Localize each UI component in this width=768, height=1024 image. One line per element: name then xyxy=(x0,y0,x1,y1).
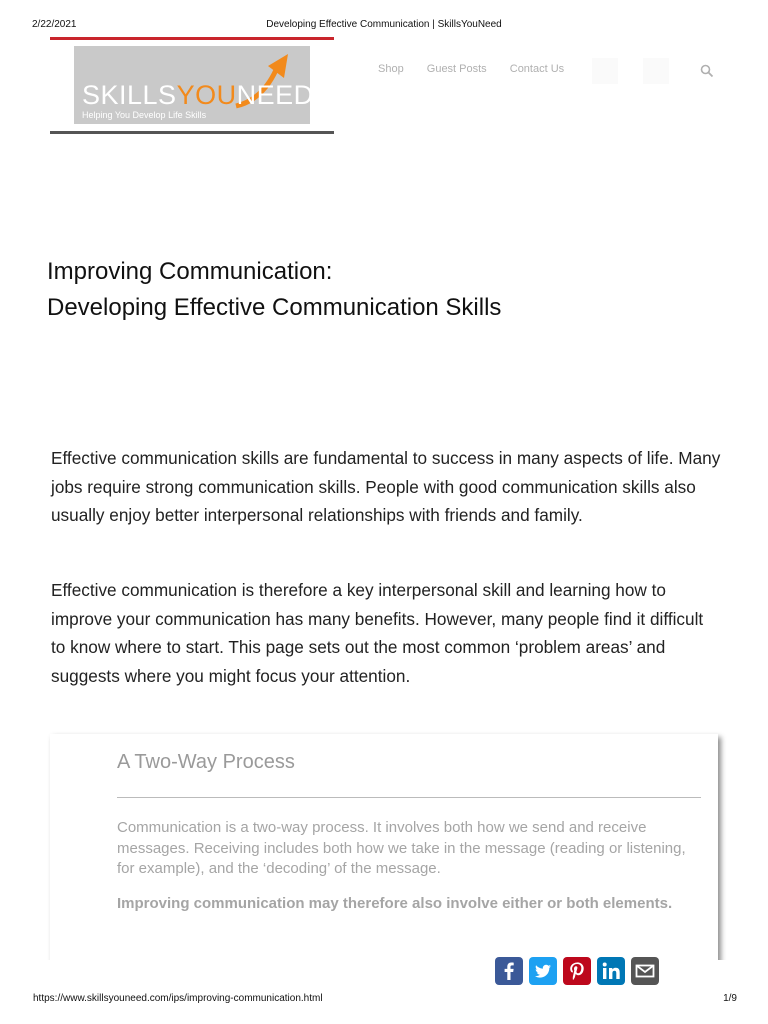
intro-paragraph-2: Effective communication is therefore a key interpersonal skill and learning how to improve your communication has many benefits. However, many people find it difficult to know where to start. This page sets out the most common ‘problem areas’ and suggests where you might focus your attention. xyxy=(51,580,704,686)
main-nav xyxy=(378,63,584,75)
page-title xyxy=(47,254,501,326)
title-line-1: Improving Communication: xyxy=(47,258,333,285)
facebook-icon[interactable] xyxy=(495,957,523,985)
title-line-2: Developing Effective Communication Skills xyxy=(47,294,502,321)
header-top-rule xyxy=(50,37,334,40)
logo-you: YOU xyxy=(176,80,237,110)
logo-skills: SKILLS xyxy=(82,80,177,110)
linkedin-icon[interactable] xyxy=(597,957,625,985)
pinterest-icon[interactable] xyxy=(563,957,591,985)
print-page-title: Developing Effective Communication | SkillsYouNeed xyxy=(266,19,502,30)
nav-shop[interactable]: Shop xyxy=(378,63,404,75)
nav-placeholder-1 xyxy=(592,58,618,84)
callout-heading: A Two-Way Process xyxy=(117,751,295,773)
callout-bold-text: Improving communication may therefore also involve either or both elements. xyxy=(117,895,673,912)
nav-placeholder-2 xyxy=(643,58,669,84)
search-icon[interactable] xyxy=(700,64,714,78)
nav-contact-us[interactable]: Contact Us xyxy=(509,63,565,75)
two-way-process-callout xyxy=(50,734,718,994)
logo-tagline: Helping You Develop Life Skills xyxy=(82,110,207,120)
share-bar xyxy=(495,957,659,985)
twitter-icon[interactable] xyxy=(529,957,557,985)
intro-paragraph-1: Effective communication skills are fundamental to success in many aspects of life. Many jobs require strong communication skills. People with good communication skills also usually enjoy better interpersonal relationships with friends and family. xyxy=(51,448,721,525)
nav-guest-posts[interactable]: Guest Posts xyxy=(426,63,487,75)
logo-wordmark xyxy=(82,80,314,111)
callout-text: Communication is a two-way process. It involves both how we send and receive messages. Receiving includes both how we take in the message (reading or listening, for example), and the ‘decoding’ of the message. xyxy=(117,819,686,877)
callout-divider xyxy=(117,797,701,798)
header-bottom-rule xyxy=(50,131,334,134)
print-date: 2/22/2021 xyxy=(32,19,77,30)
site-logo[interactable] xyxy=(74,46,314,124)
logo-need: NEED xyxy=(236,80,314,110)
email-icon[interactable] xyxy=(631,957,659,985)
print-url: https://www.skillsyouneed.com/ips/improving-communication.html xyxy=(33,993,323,1004)
print-page-number: 1/9 xyxy=(723,993,737,1004)
